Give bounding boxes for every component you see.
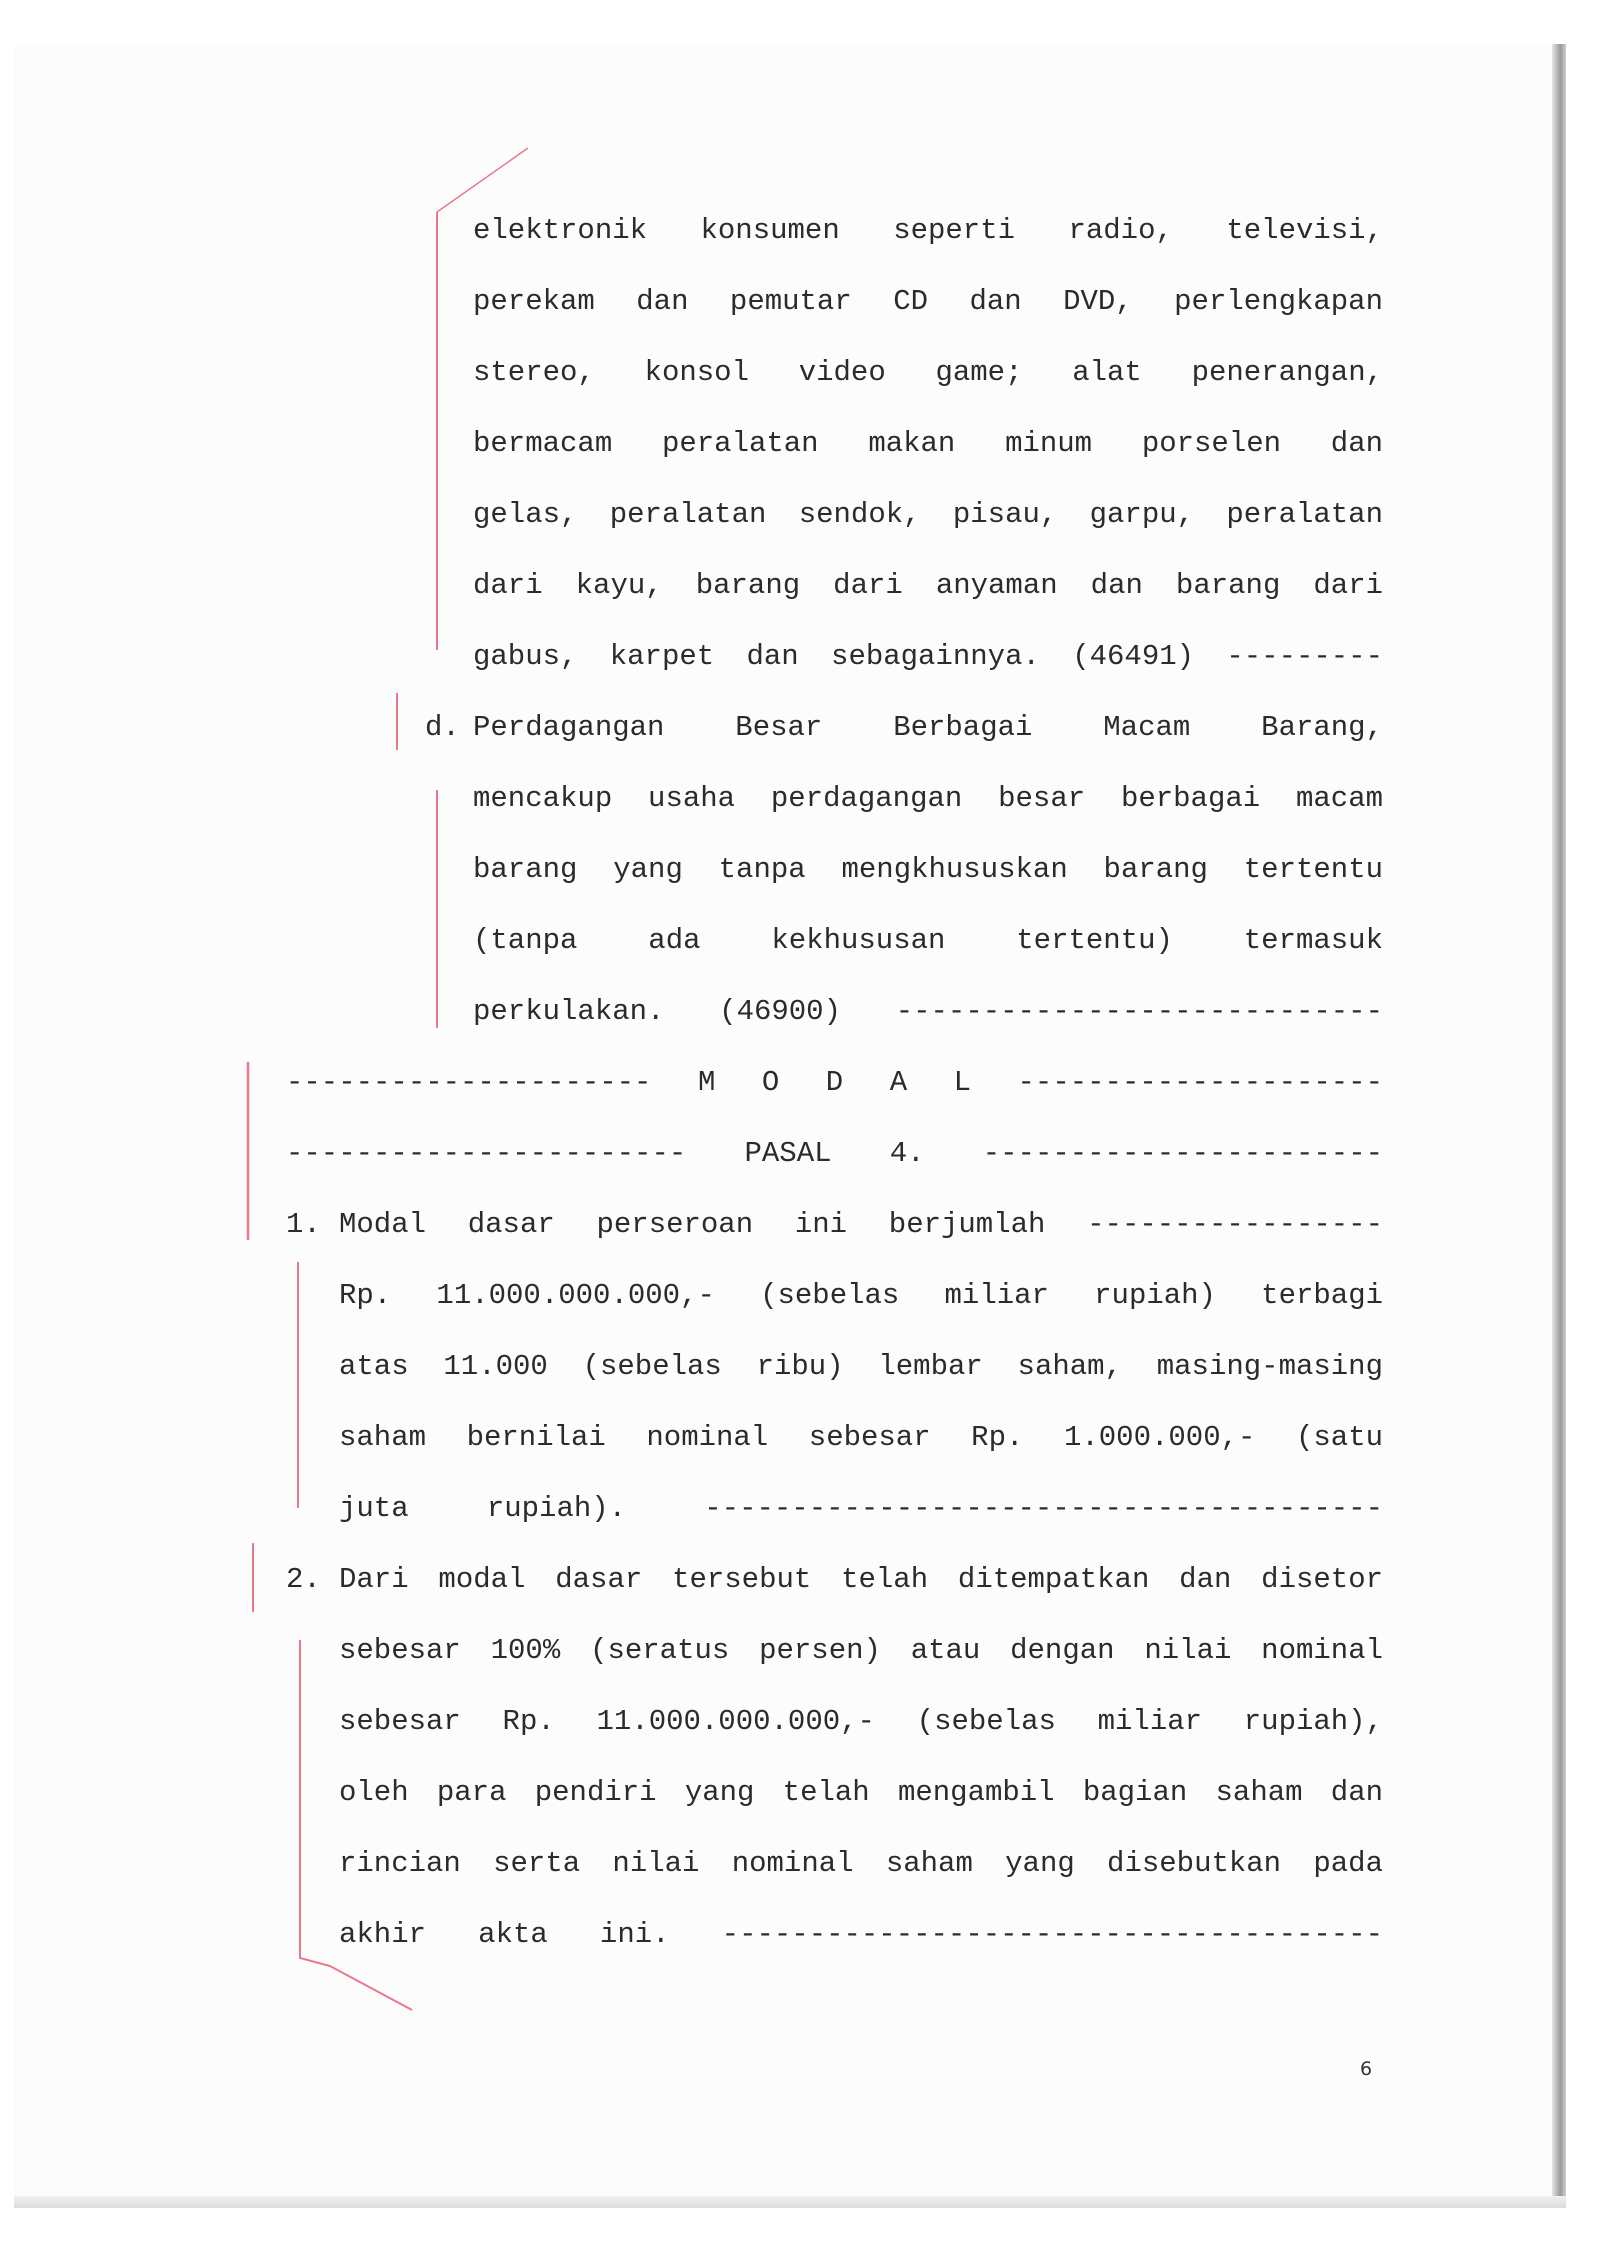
margin-bracket-clause2 [300, 1640, 412, 2010]
text-line-7: gabus, karpet dan sebagainnya. (46491) --------- [473, 640, 1383, 673]
clause-2-line-3: sebesar Rp. 11.000.000.000,- (sebelas miliar rupiah), [339, 1705, 1383, 1738]
clause-1-line-2: Rp. 11.000.000.000,- (sebelas miliar rupiah) terbagi [339, 1279, 1383, 1312]
clause-2-number: 2. [286, 1563, 321, 1596]
item-d-line-4: (tanpa ada kekhususan tertentu) termasuk [473, 924, 1383, 957]
clause-1-line-4: saham bernilai nominal sebesar Rp. 1.000.000,- (satu [339, 1421, 1383, 1454]
text-line-5: gelas, peralatan sendok, pisau, garpu, peralatan [473, 498, 1383, 531]
text-line-6: dari kayu, barang dari anyaman dan barang dari [473, 569, 1383, 602]
clause-1-line-3: atas 11.000 (sebelas ribu) lembar saham, masing-masing [339, 1350, 1383, 1383]
clause-1-number: 1. [286, 1208, 321, 1241]
clause-2-line-2: sebesar 100% (seratus persen) atau dengan nilai nominal [339, 1634, 1383, 1667]
item-d-line-5: perkulakan. (46900) ---------------------------- [473, 995, 1383, 1028]
clause-2-line-6: akhir akta ini. -------------------------------------- [339, 1918, 1383, 1951]
item-d-line-1: Perdagangan Besar Berbagai Macam Barang, [473, 711, 1383, 744]
clause-2-line-4: oleh para pendiri yang telah mengambil bagian saham dan [339, 1776, 1383, 1809]
text-line-3: stereo, konsol video game; alat penerangan, [473, 356, 1383, 389]
page-number: 6 [1360, 2058, 1373, 2080]
text-line-4: bermacam peralatan makan minum porselen dan [473, 427, 1383, 460]
item-d-line-2: mencakup usaha perdagangan besar berbagai macam [473, 782, 1383, 815]
section-heading-modal: --------------------- M O D A L --------------------- [286, 1066, 1383, 1099]
clause-2-line-5: rincian serta nilai nominal saham yang disebutkan pada [339, 1847, 1383, 1880]
margin-slash-top [437, 148, 528, 212]
item-d-line-3: barang yang tanpa mengkhususkan barang tertentu [473, 853, 1383, 886]
clause-2-line-1: Dari modal dasar tersebut telah ditempatkan dan disetor [339, 1563, 1383, 1596]
clause-1-line-5: juta rupiah). --------------------------------------- [339, 1492, 1383, 1525]
text-line-2: perekam dan pemutar CD dan DVD, perlengkapan [473, 285, 1383, 318]
article-heading-pasal-4: ----------------------- PASAL 4. ----------------------- [286, 1137, 1383, 1170]
item-d-marker: d. [425, 711, 460, 744]
clause-1-line-1: Modal dasar perseroan ini berjumlah ----------------- [339, 1208, 1383, 1241]
text-line-1: elektronik konsumen seperti radio, televisi, [473, 214, 1383, 247]
